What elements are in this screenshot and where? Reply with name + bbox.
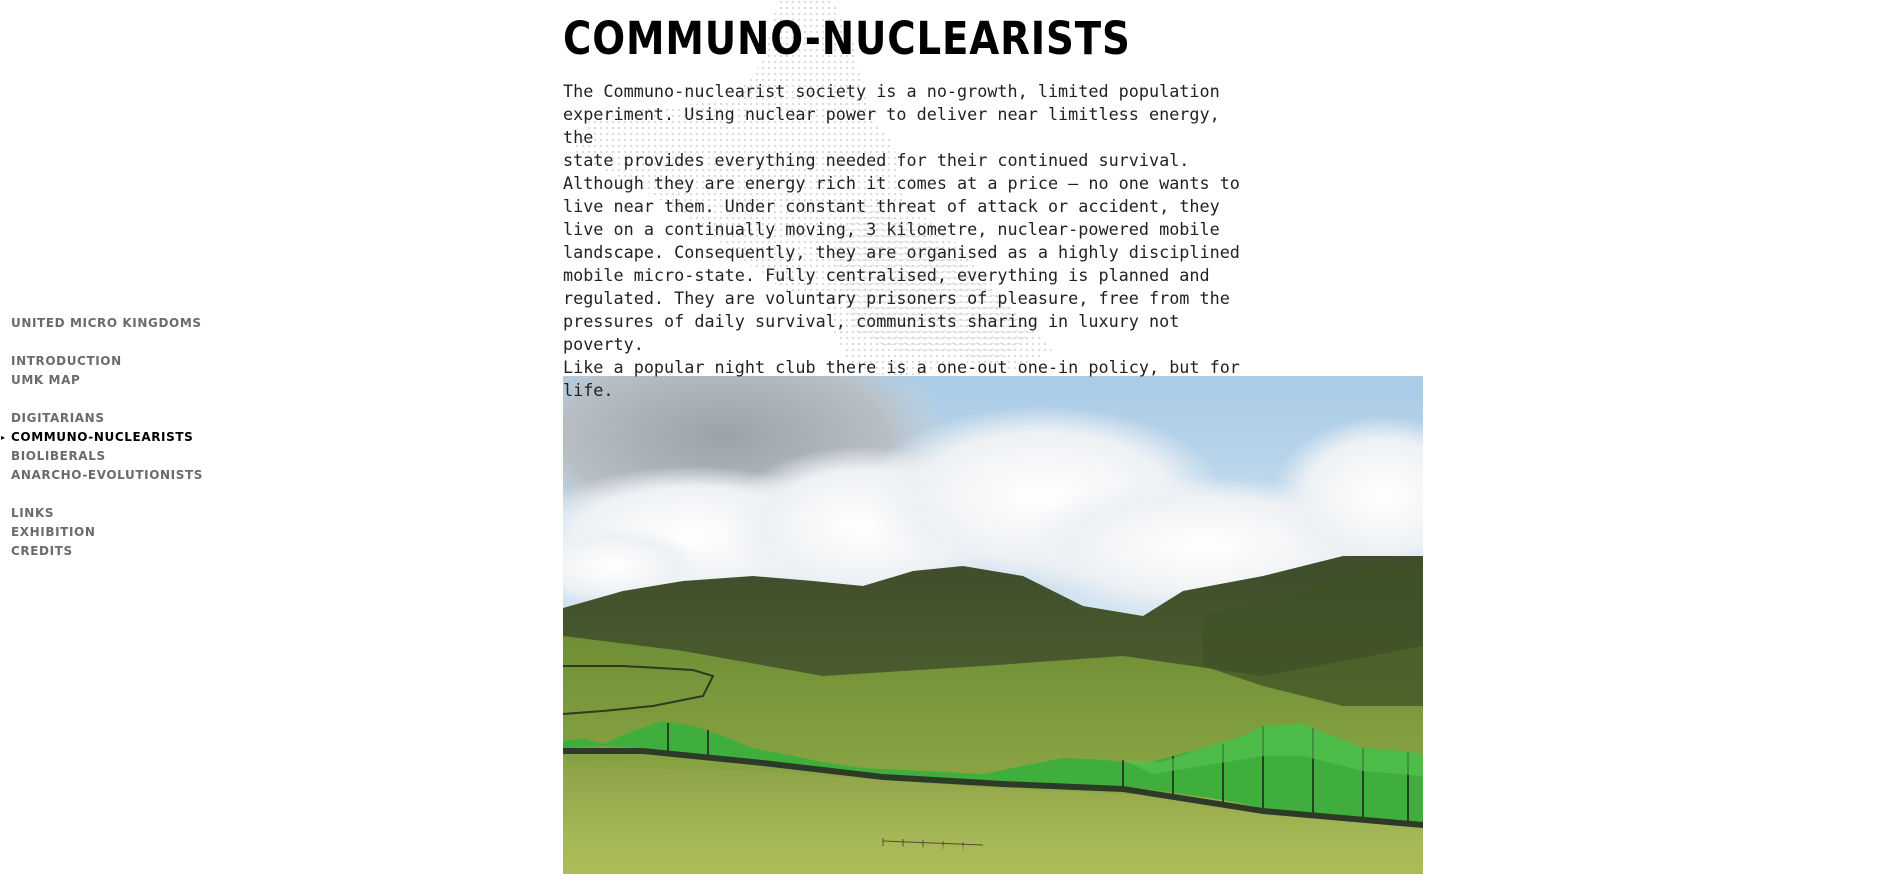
nav-item-label: COMMUNO-NUCLEARISTS bbox=[11, 430, 194, 444]
active-marker-icon: ▸ bbox=[1, 433, 6, 442]
nav-item-credits[interactable]: CREDITS bbox=[11, 544, 73, 558]
nav-group-societies bbox=[1, 409, 231, 485]
nav-group-home bbox=[11, 314, 231, 333]
landscape-image bbox=[563, 376, 1423, 874]
intro-paragraph: The Communo-nuclearist society is a no-growth, limited population experiment. Using nuclear power to deliver near limitless energy, the state provides everything needed for their continued survival. Although they are energy rich it comes at a price — no one wants to live near them. Under constant threat of attack or accident, they live on a continually moving, 3 kilometre, nuclear-powered mobile landscape. Consequently, they are organised as a highly disciplined mobile micro-state. Fully centralised, everything is planned and regulated. They are voluntary prisoners of pleasure, free from the pressures of daily survival, communists sharing in luxury not poverty. Like a popular night club there is a one-out one-in policy, but for life. bbox=[563, 81, 1240, 400]
nav-group-info bbox=[11, 504, 231, 561]
sidebar-nav bbox=[1, 314, 231, 580]
nav-item-introduction[interactable]: INTRODUCTION bbox=[11, 354, 122, 368]
nav-item-umk-map[interactable]: UMK MAP bbox=[11, 373, 81, 387]
nav-item-digitarians[interactable]: DIGITARIANS bbox=[11, 411, 105, 425]
nav-group-about bbox=[11, 352, 231, 390]
nav-item-communo-nuclearists[interactable] bbox=[1, 428, 231, 447]
main-content bbox=[563, 0, 1423, 402]
nav-item-anarcho-evolutionists[interactable]: ANARCHO-EVOLUTIONISTS bbox=[11, 468, 203, 482]
nav-item-links[interactable]: LINKS bbox=[11, 506, 55, 520]
nav-item-exhibition[interactable]: EXHIBITION bbox=[11, 525, 96, 539]
nav-item-bioliberals[interactable]: BIOLIBERALS bbox=[11, 449, 106, 463]
page-title: COMMUNO-NUCLEARISTS bbox=[563, 12, 1131, 65]
nav-item-united-micro-kingdoms[interactable]: UNITED MICRO KINGDOMS bbox=[11, 316, 202, 330]
